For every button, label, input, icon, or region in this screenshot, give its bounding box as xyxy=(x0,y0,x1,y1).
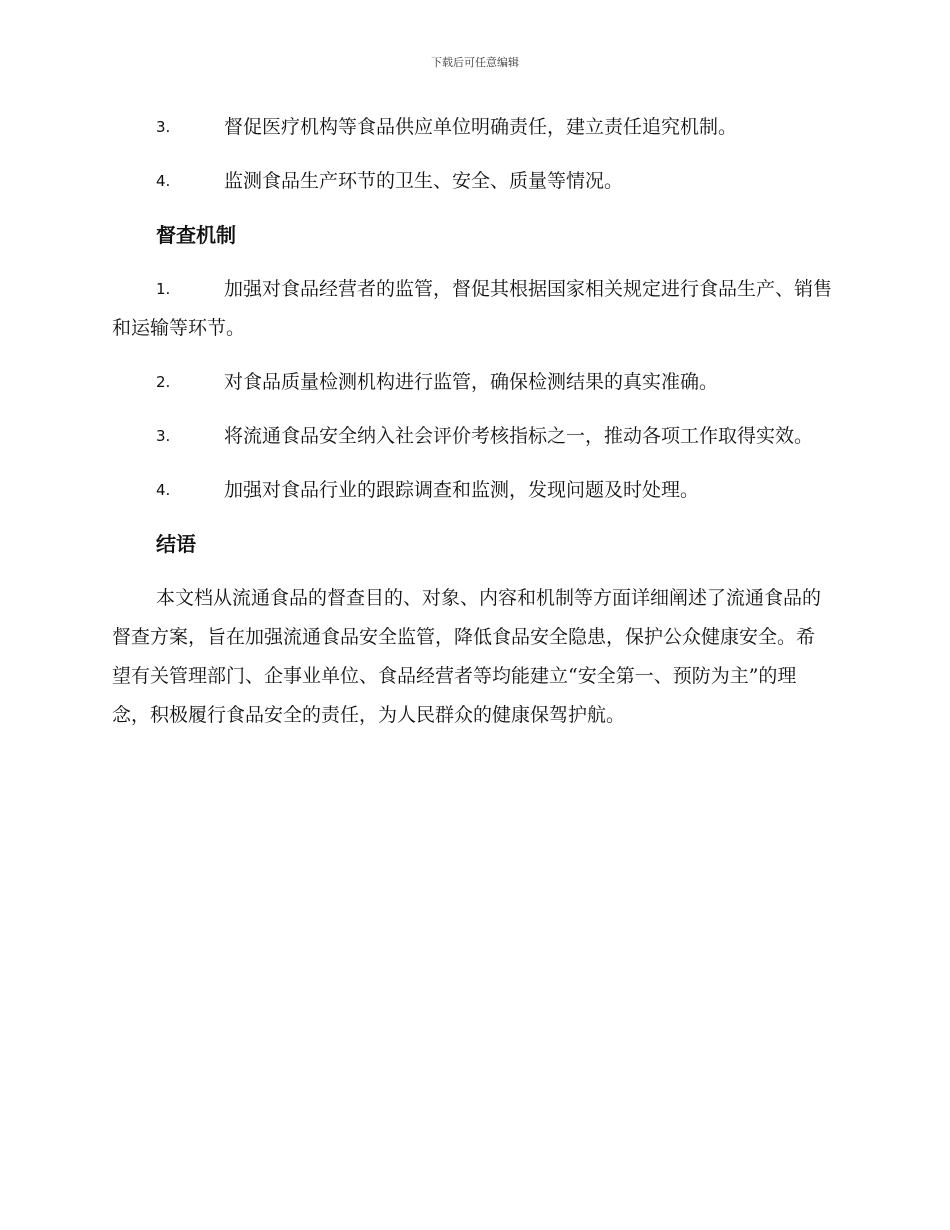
list-number: 2. xyxy=(156,373,171,391)
list-item xyxy=(112,108,832,147)
list-text: 对食品质量检测机构进行监管，确保检测结果的真实准确。 xyxy=(224,371,719,393)
list-item xyxy=(112,417,832,456)
list-item xyxy=(112,363,832,402)
list-text: 监测食品生产环节的卫生、安全、质量等情况。 xyxy=(224,170,624,192)
list-number: 3. xyxy=(156,427,171,445)
list-item xyxy=(112,471,832,510)
conclusion-paragraph: 本文档从流通食品的督查目的、对象、内容和机制等方面详细阐述了流通食品的督查方案，旨在加强流通食品安全监管，降低食品安全隐患，保护公众健康安全。希望有关管理部门、企事业单位、食品经营者等均能建立“安全第一、预防为主”的理念，积极履行食品安全的责任，为人民群众的健康保驾护航。 xyxy=(112,587,822,726)
list-text: 督促医疗机构等食品供应单位明确责任，建立责任追究机制。 xyxy=(224,116,738,138)
list-number: 1. xyxy=(156,280,171,298)
section-heading-oversight: 督查机制 xyxy=(156,223,236,247)
list-item xyxy=(112,162,832,201)
list-text: 加强对食品行业的跟踪调查和监测，发现问题及时处理。 xyxy=(224,479,700,501)
section-heading-conclusion: 结语 xyxy=(156,532,196,556)
list-number: 3. xyxy=(156,118,171,136)
list-number: 4. xyxy=(156,172,171,190)
list-item xyxy=(112,270,832,348)
list-text: 加强对食品经营者的监管，督促其根据国家相关规定进行食品生产、销售和运输等环节。 xyxy=(112,278,833,339)
list-number: 4. xyxy=(156,481,171,499)
list-text: 将流通食品安全纳入社会评价考核指标之一，推动各项工作取得实效。 xyxy=(224,425,814,447)
header-note: 下载后可任意编辑 xyxy=(431,56,519,69)
document-body xyxy=(112,108,832,735)
